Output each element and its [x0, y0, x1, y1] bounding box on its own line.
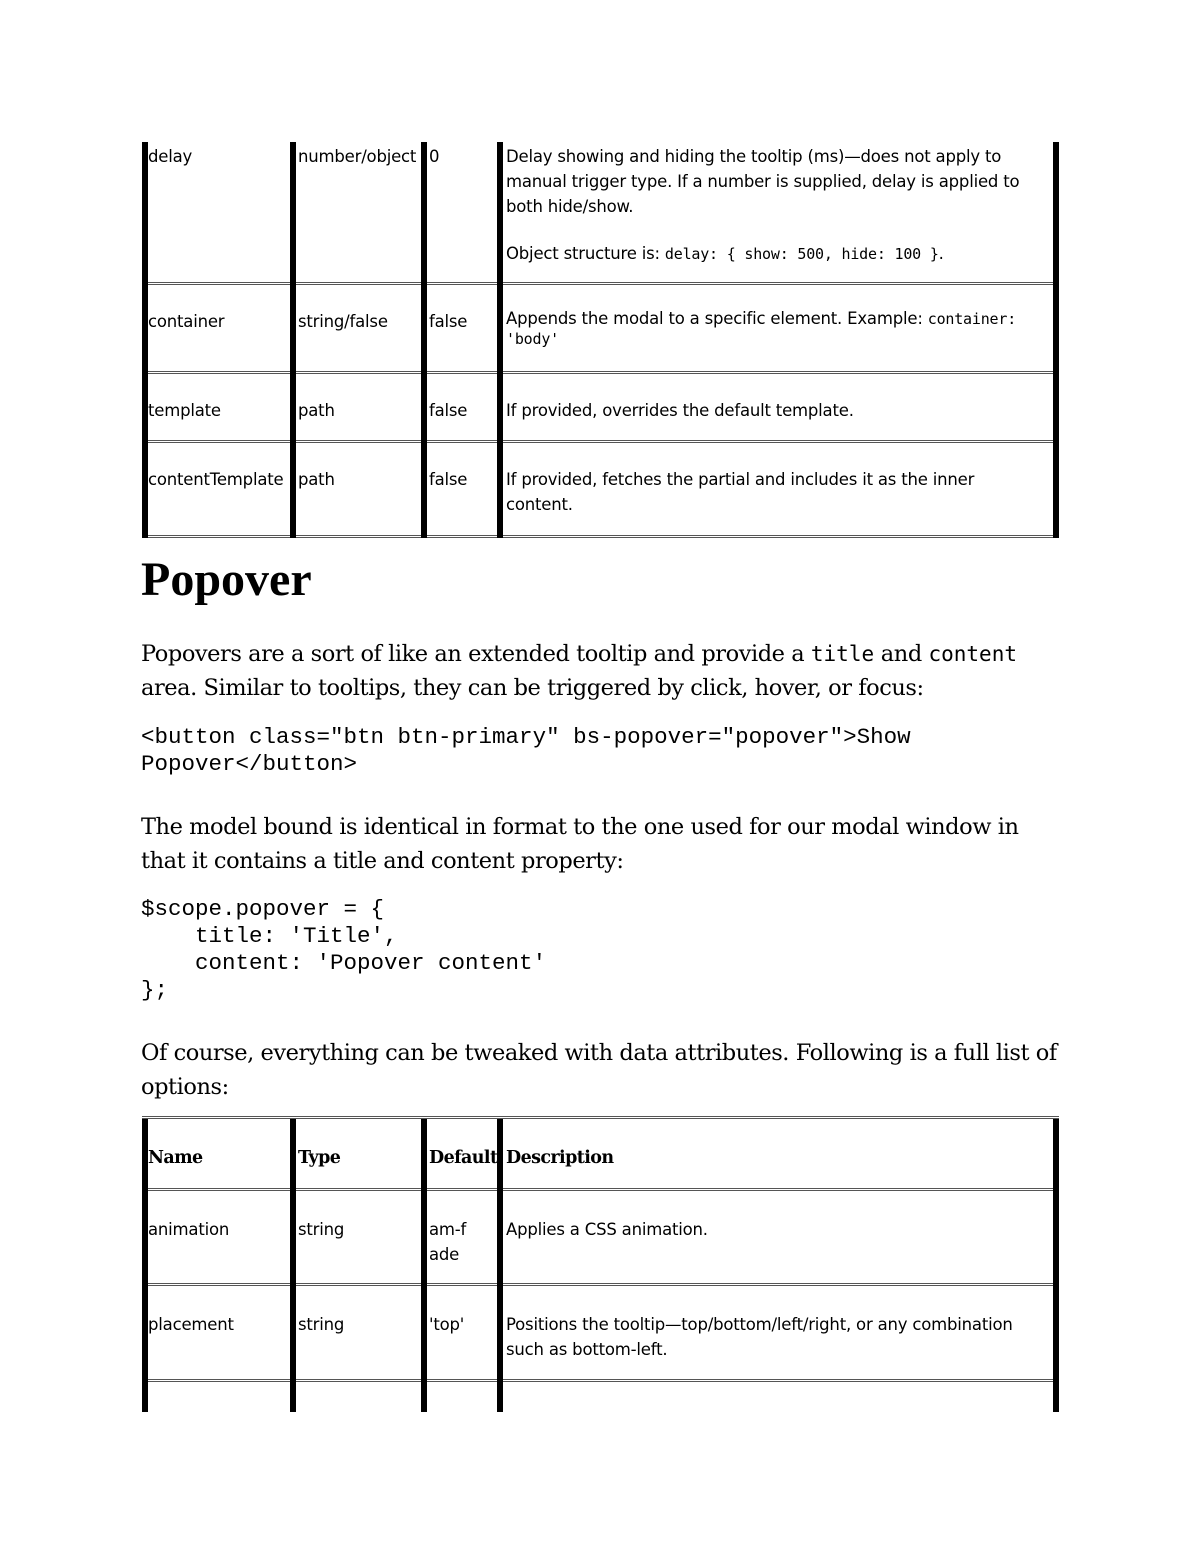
header-default: Default — [429, 1148, 498, 1168]
code-line: <button class="btn btn-primary" bs-popover="popover">Show — [141, 724, 911, 750]
column-border — [1053, 1119, 1059, 1412]
cell-type: string — [298, 1220, 345, 1239]
inline-code-content: content — [928, 642, 1017, 666]
cell-type: path — [298, 401, 335, 420]
table-row — [142, 142, 1059, 285]
cell-default: 'top' — [429, 1315, 465, 1334]
table-row — [142, 1191, 1059, 1286]
model-paragraph: The model bound is identical in format to the one used for our modal window in that it contains a title and content property: — [141, 814, 1019, 874]
code-line: Popover</button> — [141, 751, 358, 777]
cell-type: path — [298, 470, 335, 489]
cell-name: template — [148, 401, 221, 420]
object-structure-label: Object structure is: — [506, 244, 665, 263]
cell-description: If provided, fetches the partial and includes it as the inner content. — [506, 470, 975, 514]
intro-text: and — [874, 641, 929, 667]
code-example-button — [141, 724, 911, 778]
description-code: container: 'body' — [506, 310, 1017, 348]
cell-default: false — [429, 312, 468, 331]
column-border — [421, 1119, 427, 1412]
cell-name: contentTemplate — [148, 470, 284, 489]
cell-name: placement — [148, 1315, 234, 1334]
cell-default: am-fade — [429, 1220, 467, 1264]
intro-text: Popovers are a sort of like an extended tooltip and provide a — [141, 641, 811, 667]
header-name: Name — [148, 1148, 203, 1168]
intro-text: area. Similar to tooltips, they can be triggered by click, hover, or focus: — [141, 675, 924, 701]
cell-type: string — [298, 1315, 345, 1334]
cell-description: Applies a CSS animation. — [506, 1220, 708, 1239]
options-table-continued — [142, 142, 1059, 538]
description-text: Appends the modal to a specific element. Example: — [506, 309, 928, 328]
code-line: $scope.popover = { — [141, 896, 385, 922]
cell-type: number/object — [298, 147, 417, 166]
cell-name: container — [148, 312, 225, 331]
code-example-scope — [141, 896, 546, 1004]
cell-description: If provided, overrides the default template. — [506, 401, 854, 420]
table-row — [142, 374, 1059, 443]
popover-options-table — [142, 1116, 1059, 1412]
cell-default: false — [429, 470, 468, 489]
table-row — [142, 1286, 1059, 1382]
description-object-structure — [506, 241, 1056, 267]
cell-description — [506, 144, 1056, 267]
options-paragraph: Of course, everything can be tweaked with data attributes. Following is a full list of options: — [141, 1040, 1057, 1100]
cell-description — [506, 309, 1056, 349]
cell-default: 0 — [429, 147, 440, 166]
header-description: Description — [506, 1148, 614, 1168]
object-structure-end: . — [938, 244, 944, 263]
cell-default: false — [429, 401, 468, 420]
column-border — [497, 142, 503, 538]
inline-code-title: title — [810, 642, 875, 666]
table-row — [142, 285, 1059, 374]
cell-name: animation — [148, 1220, 230, 1239]
table-header-row — [142, 1119, 1059, 1191]
cell-description: Positions the tooltip—top/bottom/left/right, or any combination such as bottom-left. — [506, 1315, 1013, 1359]
cell-type: string/false — [298, 312, 388, 331]
description-text: Delay showing and hiding the tooltip (ms)—does not apply to manual trigger type. If a number is supplied, delay is applied to both hide/show. — [506, 147, 1020, 216]
intro-paragraph — [141, 637, 1061, 705]
section-heading: Popover — [141, 553, 312, 606]
table-row — [142, 443, 1059, 538]
code-line: title: 'Title', — [141, 923, 398, 949]
column-border — [142, 1119, 148, 1412]
column-border — [290, 1119, 296, 1412]
code-line: content: 'Popover content' — [141, 950, 547, 976]
column-border — [421, 142, 427, 538]
column-border — [142, 142, 148, 538]
column-border — [497, 1119, 503, 1412]
column-border — [1053, 142, 1059, 538]
code-line: }; — [141, 977, 169, 1003]
column-border — [290, 142, 296, 538]
object-structure-code: delay: { show: 500, hide: 100 } — [664, 245, 939, 263]
header-type: Type — [298, 1148, 341, 1168]
cell-name: delay — [148, 147, 193, 166]
